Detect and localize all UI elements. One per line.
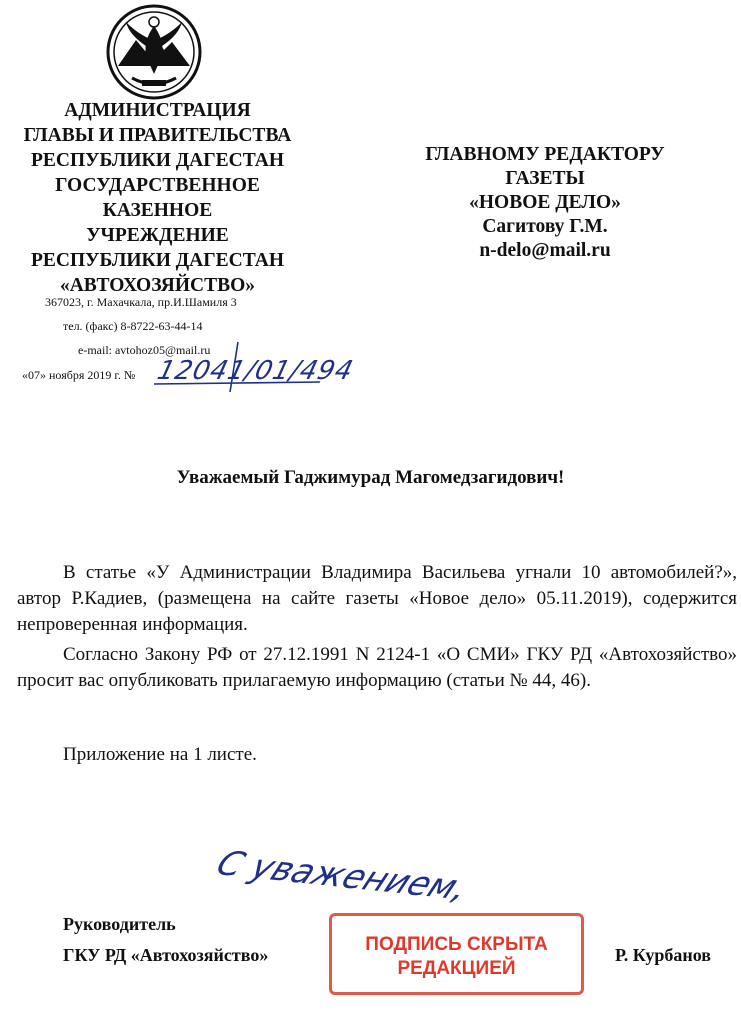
- letter-date: «07» ноября 2019 г. №: [22, 368, 136, 382]
- stamp-line: РЕДАКЦИЕЙ: [397, 958, 516, 979]
- addressee-line: ГЛАВНОМУ РЕДАКТОРУ: [425, 144, 665, 165]
- paragraph-2: Согласно Закону РФ от 27.12.1991 N 2124-1 «О СМИ» ГКУ РД «Автохозяйство» просит вас опубликовать прилагаемую информацию (статьи № 44, 46).: [17, 644, 737, 691]
- signer-name: Р. Курбанов: [615, 945, 712, 965]
- handwritten-closing: С уважением,: [210, 843, 475, 909]
- redaction-stamp: [329, 913, 584, 995]
- org-email: e-mail: avtohoz05@mail.ru: [78, 343, 211, 357]
- stamp-line: ПОДПИСЬ СКРЫТА: [365, 934, 548, 955]
- attachment-note: Приложение на 1 листе.: [63, 744, 257, 765]
- organization-name: [0, 98, 315, 298]
- dagestan-emblem-icon: [106, 4, 202, 100]
- signer-organization: ГКУ РД «Автохозяйство»: [63, 945, 269, 965]
- addressee-line: «НОВОЕ ДЕЛО»: [469, 192, 621, 213]
- org-phone: тел. (факс) 8-8722-63-44-14: [63, 319, 203, 333]
- addressee: [395, 143, 695, 263]
- registration-underline-icon: [150, 330, 335, 400]
- paragraph-1: В статье «У Администрации Владимира Васильева угнали 10 автомобилей?», автор Р.Кадиев, (размещена на сайте газеты «Новое дело» 05.11.2019), содержится непроверенная информация.: [17, 562, 737, 635]
- org-line: АДМИНИСТРАЦИЯ: [64, 100, 251, 121]
- org-address: 367023, г. Махачкала, пр.И.Шамиля 3: [45, 295, 237, 309]
- org-line: ГОСУДАРСТВЕННОЕ: [55, 175, 260, 196]
- org-line: РЕСПУБЛИКИ ДАГЕСТАН: [30, 250, 285, 271]
- org-line: УЧРЕЖДЕНИЕ: [86, 225, 229, 246]
- org-line: КАЗЕННОЕ: [102, 200, 213, 221]
- addressee-email: n-delo@mail.ru: [479, 240, 611, 261]
- signer-position: Руководитель: [63, 914, 176, 934]
- org-line: «АВТОХОЗЯЙСТВО»: [59, 275, 256, 296]
- org-line: РЕСПУБЛИКИ ДАГЕСТАН: [30, 150, 285, 171]
- addressee-line: ГАЗЕТЫ: [505, 168, 585, 189]
- salutation: Уважаемый Гаджимурад Магомедзагидович!: [176, 467, 565, 488]
- registration-number: 12041/01/494: [154, 356, 357, 386]
- addressee-line: Сагитову Г.М.: [482, 216, 608, 237]
- org-line: ГЛАВЫ И ПРАВИТЕЛЬСТВА: [23, 125, 292, 146]
